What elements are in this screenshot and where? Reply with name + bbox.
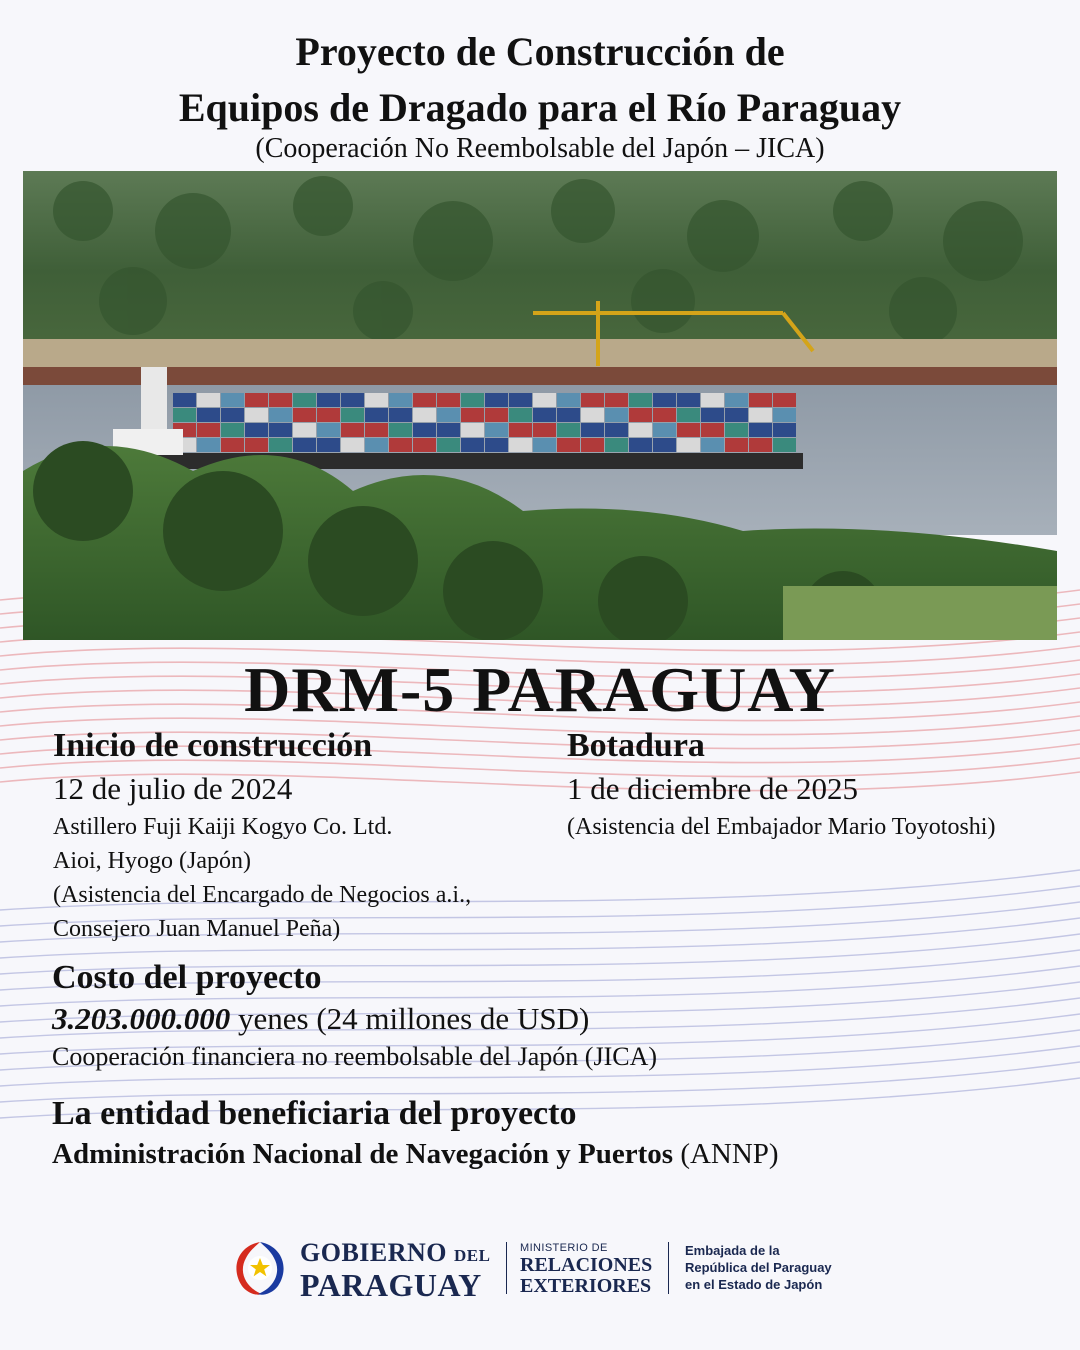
embassy-line1: Embajada de la xyxy=(685,1243,780,1258)
launch-date: 1 de diciembre de 2025 xyxy=(567,771,858,806)
ministry-line2: RELACIONES xyxy=(520,1254,653,1276)
gov-line2: PARAGUAY xyxy=(300,1267,482,1303)
title-line-2: Equipos de Dragado para el Río Paraguay xyxy=(178,85,902,130)
gov-del: DEL xyxy=(454,1246,491,1265)
embassy-line2: República del Paraguay xyxy=(685,1260,832,1275)
gobierno-paraguay-logo xyxy=(300,1240,491,1301)
construction-date: 12 de julio de 2024 xyxy=(53,771,293,806)
cost-amount-suffix: yenes (24 millones de USD) xyxy=(238,1001,590,1036)
embassy-line3: en el Estado de Japón xyxy=(685,1277,823,1292)
beneficiary-section xyxy=(52,1094,779,1174)
cost-amount: 3.203.000.000 xyxy=(52,1001,231,1036)
beneficiary-name: Administración Nacional de Navegación y Puertos xyxy=(52,1138,674,1170)
subtitle: (Cooperación No Reembolsable del Japón – JICA) xyxy=(255,133,825,164)
launch-section xyxy=(567,726,995,844)
footer-divider xyxy=(668,1242,669,1294)
title-line-1: Proyecto de Construcción de xyxy=(295,29,785,74)
beneficiary-heading: La entidad beneficiaria del proyecto xyxy=(52,1095,577,1132)
construction-line: Astillero Fuji Kaiji Kogyo Co. Ltd. xyxy=(53,814,393,840)
footer-divider xyxy=(506,1242,507,1294)
cost-heading: Costo del proyecto xyxy=(52,959,322,996)
construction-heading: Inicio de construcción xyxy=(53,727,373,764)
vessel-name: DRM-5 PARAGUAY xyxy=(244,654,836,725)
embassy-logo xyxy=(685,1242,832,1293)
ministry-line1: MINISTERIO DE xyxy=(520,1242,608,1254)
ministry-line3: EXTERIORES xyxy=(520,1275,652,1297)
footer-logos xyxy=(228,1236,868,1303)
ministry-logo xyxy=(520,1242,652,1297)
launch-note: (Asistencia del Embajador Mario Toyotoshi) xyxy=(567,814,996,840)
construction-section xyxy=(53,726,471,946)
gov-line1: GOBIERNO xyxy=(300,1238,448,1267)
photo-container-barge xyxy=(23,171,1057,640)
paraguay-seal-icon xyxy=(228,1238,292,1298)
cost-note: Cooperación financiera no reembolsable del Japón (JICA) xyxy=(52,1042,658,1071)
cost-section xyxy=(52,958,657,1074)
construction-line: Aioi, Hyogo (Japón) xyxy=(53,848,251,874)
construction-line: Consejero Juan Manuel Peña) xyxy=(53,916,341,942)
construction-line: (Asistencia del Encargado de Negocios a.i., xyxy=(53,882,472,908)
beneficiary-abbr: (ANNP) xyxy=(680,1138,779,1170)
cost-amount-line xyxy=(52,998,657,1040)
beneficiary-entity xyxy=(52,1134,779,1174)
launch-heading: Botadura xyxy=(567,727,705,764)
header xyxy=(0,24,1080,166)
